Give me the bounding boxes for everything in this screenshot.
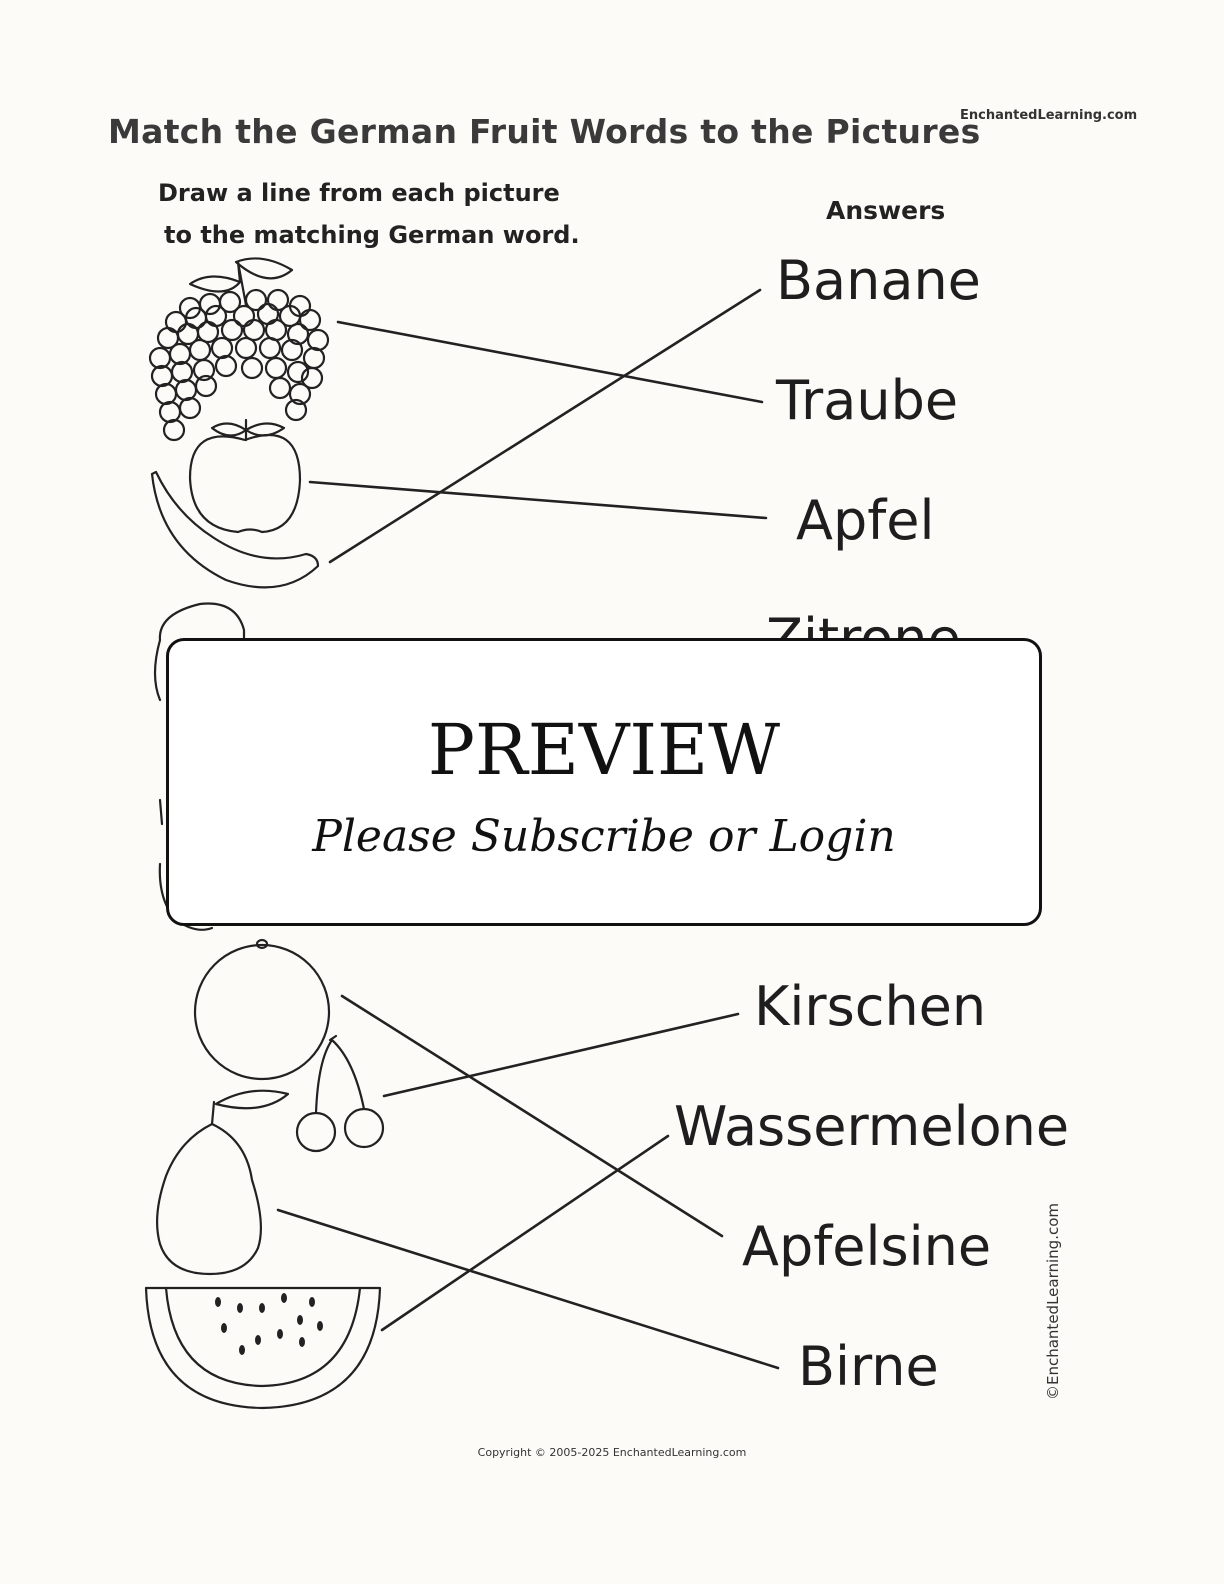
word-wassermelone: Wassermelone: [674, 1095, 1070, 1158]
page-title: Match the German Fruit Words to the Pictures: [108, 112, 981, 151]
grape: [212, 338, 232, 358]
grape: [156, 384, 176, 404]
preview-overlay[interactable]: [166, 638, 1042, 926]
grape: [190, 340, 210, 360]
grape: [216, 356, 236, 376]
grape: [180, 398, 200, 418]
preview-subtitle[interactable]: Please Subscribe or Login: [312, 811, 896, 862]
grape: [222, 320, 242, 340]
word-banane: Banane: [776, 249, 981, 312]
preview-title: PREVIEW: [427, 709, 781, 791]
grape: [172, 362, 192, 382]
grape: [160, 402, 180, 422]
word-birne: Birne: [798, 1335, 939, 1398]
instructions-line-2: to the matching German word.: [164, 221, 580, 249]
grape: [234, 306, 254, 326]
word-traube: Traube: [776, 369, 959, 432]
pear-icon: [157, 1091, 288, 1274]
grape: [152, 366, 172, 386]
grape: [150, 348, 170, 368]
grape: [176, 380, 196, 400]
answers-label: Answers: [826, 196, 946, 225]
cherries-icon: [297, 1036, 383, 1151]
side-copyright: ©EnchantedLearning.com: [1044, 1203, 1062, 1400]
grape: [236, 338, 256, 358]
grape: [260, 338, 280, 358]
grape: [164, 420, 184, 440]
grape: [242, 358, 262, 378]
footer-copyright: Copyright © 2005-2025 EnchantedLearning.com: [477, 1446, 747, 1459]
grape: [266, 358, 286, 378]
instructions-line-1: Draw a line from each picture: [158, 179, 560, 207]
grape: [308, 330, 328, 350]
grape: [270, 378, 290, 398]
grape: [304, 348, 324, 368]
orange-icon: [195, 940, 329, 1079]
grapes-icon: [150, 258, 328, 440]
apple-icon: [190, 420, 300, 532]
word-kirschen: Kirschen: [754, 975, 987, 1038]
grape: [300, 310, 320, 330]
grape: [170, 344, 190, 364]
banana-icon: [152, 472, 318, 587]
word-apfelsine: Apfelsine: [742, 1215, 992, 1278]
site-name[interactable]: EnchantedLearning.com: [960, 108, 1138, 123]
word-apfel: Apfel: [796, 489, 935, 552]
watermelon-seeds: [215, 1293, 323, 1355]
